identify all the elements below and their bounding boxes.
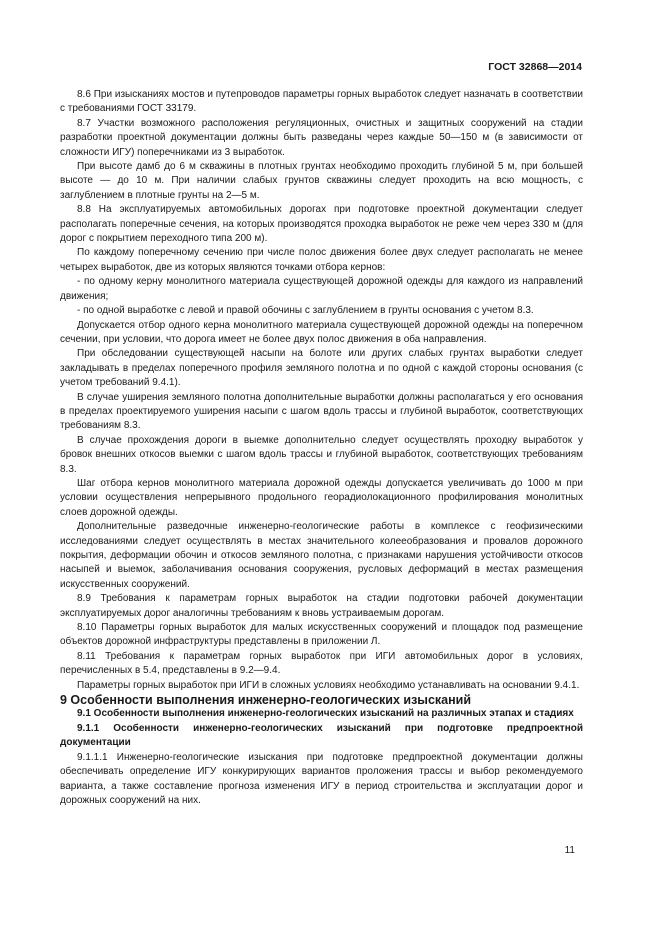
paragraph-8-10: 8.10 Параметры горных выработок для малых искусственных сооружений и площадок под размещение объектов дорожной инфраструктуры представлены в приложении Л.	[60, 622, 583, 648]
paragraph-single-core: Допускается отбор одного керна монолитного материала существующей дорожной одежды на поперечном сечении, при условии, что дорога имеет не более двух полос движения в оба направления.	[60, 319, 583, 345]
paragraph-cutting: В случае прохождения дороги в выемке дополнительно следует осуществлять проходку выработок у бровок внешних откосов выемки с шагом вдоль трассы и глубиной выработок, соответствующих требованиям 8.3.	[60, 434, 583, 475]
paragraph-additional-works: Дополнительные разведочные инженерно-геологические работы в комплексе с геофизическими исследованиями следует осуществлять в местах значительного колееобразования и провалов дорожного покрытия, деформации обочин и откосов земляного полотна, с признаками нарушения устойчивости откосов насыпей и выемок, заболачивания основания сооружения, русловых деформаций в местах размещения искусственных сооружений.	[60, 521, 583, 590]
paragraph-widening: В случае уширения земляного полотна дополнительные выработки должны располагаться у его основания в пределах проектируемого уширения насыпи с шагом вдоль трассы и глубиной выработок, соответствующих требованиям 8.3.	[60, 391, 583, 432]
paragraph-8-7: 8.7 Участки возможного расположения регуляционных, очистных и защитных сооружений на стадии разработки проектной документации должны быть разведаны через каждые 50—150 м (в зависимости от сложности ИГУ) поперечниками из 3 выработок.	[60, 117, 583, 158]
paragraph-swamp: При обследовании существующей насыпи на болоте или других слабых грунтах выработки следует закладывать в пределах поперечного профиля земляного полотна и по одной с каждой стороны основания (с учетом требований 9.4.1).	[60, 348, 583, 389]
paragraph-8-6: 8.6 При изысканиях мостов и путепроводов параметры горных выработок следует назначать в соответствии с требованиями ГОСТ 33179.	[60, 89, 583, 115]
paragraph-9-1-1-1: 9.1.1.1 Инженерно-геологические изыскания при подготовке предпроектной документации должны обеспечивать определение ИГУ конкурирующих вариантов проложения трассы и выбор рекомендуемого варианта, а также составление прогноза изменения ИГУ в период строительства и эксплуатации дорог и дорожных сооружений на них.	[60, 751, 583, 806]
page-number: 11	[564, 845, 575, 856]
document-body	[60, 88, 583, 808]
paragraph-core-step: Шаг отбора кернов монолитного материала дорожной одежды допускается увеличивать до 1000 м при условии осуществления непрерывного продольного георадиолокационного профилирования монолитных слоев дорожной одежды.	[60, 477, 583, 518]
paragraph-complex-conditions: Параметры горных выработок при ИГИ в сложных условиях необходимо устанавливать на основании 9.4.1.	[77, 679, 580, 691]
list-item-core: - по одному керну монолитного материала существующей дорожной одежды для каждого из направлений движения;	[60, 276, 583, 302]
paragraph-8-11: 8.11 Требования к параметрам горных выработок при ИГИ автомобильных дорог в условиях, перечисленных в 5.4, представлены в 9.2—9.4.	[60, 650, 583, 677]
list-item-shoulder: - по одной выработке с левой и правой обочины с заглублением в грунты основания с учетом 8.3.	[77, 305, 534, 317]
paragraph-dam-height: При высоте дамб до 6 м скважины в плотных грунтах необходимо проходить глубиной 5 м, при большей высоте — до 10 м. При наличии слабых грунтов скважины следует проходить на всю мощность, с заглублением в плотные грунты на 2—5 м.	[60, 161, 583, 201]
document-code-header: ГОСТ 32868—2014	[488, 61, 582, 73]
paragraph-8-9: 8.9 Требования к параметрам горных выработок на стадии подготовки рабочей документации эксплуатируемых дорог аналогичны требованиям к вновь устраиваемым дорогам.	[60, 593, 583, 619]
subsection-heading-9-1-1: 9.1.1 Особенности инженерно-геологических изысканий при подготовке предпроектной документации	[60, 722, 583, 749]
section-heading-9: 9 Особенности выполнения инженерно-геологических изысканий	[60, 693, 472, 708]
subsection-heading-9-1: 9.1 Особенности выполнения инженерно-геологических изысканий на различных этапах и стадиях	[77, 708, 574, 720]
paragraph-8-8: 8.8 На эксплуатируемых автомобильных дорогах при подготовке проектной документации следует располагать поперечные сечения, на которых производятся проходка выработок не реже чем через 330 м (для дорог с покрытием переходного типа 200 м).	[60, 204, 583, 245]
paragraph-cross-section: По каждому поперечному сечению при числе полос движения более двух следует располагать не менее четырех выработок, две из которых являются точками отбора кернов:	[60, 247, 583, 273]
